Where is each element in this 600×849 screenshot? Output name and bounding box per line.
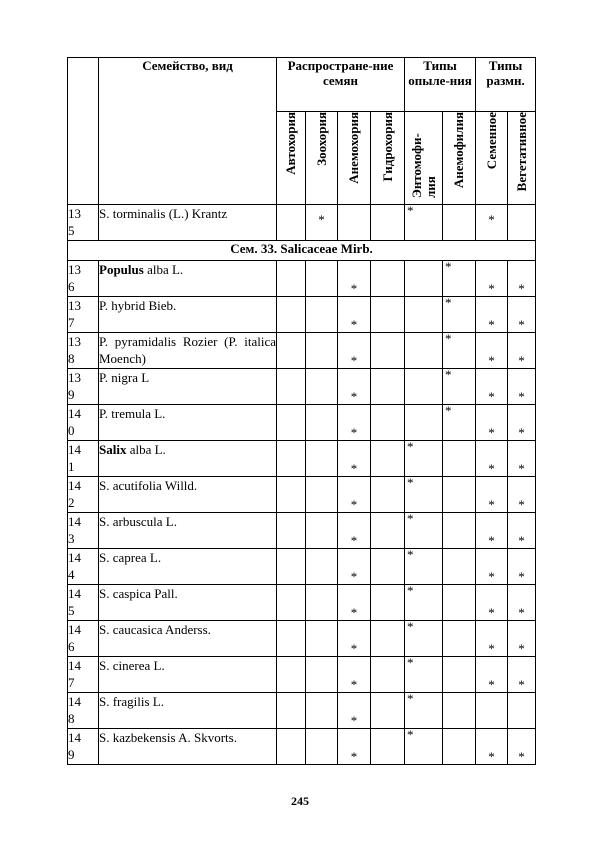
asterisk-mark: * [488, 212, 495, 227]
mark-cell [277, 657, 306, 693]
mark-cell [277, 585, 306, 621]
mark-cell [476, 693, 508, 729]
asterisk-mark: * [488, 677, 495, 692]
species-name [99, 693, 277, 729]
mark-cell [443, 261, 476, 297]
mark-cell [508, 333, 536, 369]
mark-cell [306, 513, 338, 549]
row-number: 14 1 [68, 441, 99, 477]
mark-cell [338, 693, 371, 729]
mark-cell [306, 621, 338, 657]
species-name [99, 513, 277, 549]
row-number: 14 8 [68, 693, 99, 729]
mark-cell [405, 549, 443, 585]
mark-cell [277, 621, 306, 657]
asterisk-mark: * [518, 317, 525, 332]
mark-cell [405, 297, 443, 333]
mark-cell [508, 297, 536, 333]
mark-cell [338, 729, 371, 765]
mark-cell [277, 441, 306, 477]
header-col-entomophily: Энтомофи-лия [405, 112, 443, 205]
genus-name: Populus [99, 262, 144, 277]
asterisk-mark: * [407, 204, 414, 218]
mark-cell [338, 261, 371, 297]
header-col-autochory: Автохория [277, 112, 306, 205]
mark-cell [277, 205, 306, 241]
asterisk-mark: * [518, 569, 525, 584]
asterisk-mark: * [518, 605, 525, 620]
mark-cell [371, 621, 405, 657]
asterisk-mark: * [488, 317, 495, 332]
mark-cell [371, 513, 405, 549]
asterisk-mark: * [318, 212, 325, 227]
species-name [99, 585, 277, 621]
section-row [68, 241, 536, 261]
asterisk-mark: * [488, 389, 495, 404]
asterisk-mark: * [350, 533, 358, 548]
header-col-anemochory: Анемохория [338, 112, 371, 205]
asterisk-mark: * [407, 512, 414, 526]
mark-cell [476, 261, 508, 297]
row-number: 14 3 [68, 513, 99, 549]
mark-cell [371, 441, 405, 477]
mark-cell [338, 549, 371, 585]
mark-cell [508, 729, 536, 765]
row-number: 13 9 [68, 369, 99, 405]
row-number: 13 8 [68, 333, 99, 369]
mark-cell [277, 261, 306, 297]
species-name [99, 405, 277, 441]
species-epithet: P. hybrid Bieb. [99, 298, 177, 313]
mark-cell [443, 369, 476, 405]
table-row [68, 729, 536, 765]
mark-cell [306, 441, 338, 477]
mark-cell [306, 693, 338, 729]
header-reproduction: Типы размн. [476, 58, 536, 112]
table-row [68, 261, 536, 297]
mark-cell [443, 513, 476, 549]
asterisk-mark: * [350, 281, 358, 296]
species-epithet: alba L. [147, 262, 184, 277]
mark-cell [476, 205, 508, 241]
mark-cell [508, 513, 536, 549]
table-row [68, 513, 536, 549]
mark-cell [508, 205, 536, 241]
asterisk-mark: * [445, 404, 452, 418]
mark-cell [443, 477, 476, 513]
species-epithet: S. caucasica Anderss. [99, 622, 211, 637]
asterisk-mark: * [518, 353, 525, 368]
mark-cell [405, 261, 443, 297]
asterisk-mark: * [445, 368, 452, 382]
asterisk-mark: * [350, 641, 358, 656]
mark-cell [371, 333, 405, 369]
mark-cell [338, 477, 371, 513]
mark-cell [508, 621, 536, 657]
species-epithet: P. pyramidalis Rozier (P. italica Moench) [99, 334, 276, 366]
mark-cell [443, 657, 476, 693]
species-name [99, 729, 277, 765]
asterisk-mark: * [518, 425, 525, 440]
mark-cell [306, 297, 338, 333]
mark-cell [476, 369, 508, 405]
mark-cell [476, 621, 508, 657]
mark-cell [405, 369, 443, 405]
mark-cell [508, 549, 536, 585]
header-col-seed: Семенное [476, 112, 508, 205]
page-number: 245 [291, 794, 309, 808]
asterisk-mark: * [518, 461, 525, 476]
asterisk-mark: * [488, 353, 495, 368]
asterisk-mark: * [518, 641, 525, 656]
species-name [99, 657, 277, 693]
mark-cell [371, 549, 405, 585]
species-name [99, 549, 277, 585]
table-row [68, 585, 536, 621]
asterisk-mark: * [350, 605, 358, 620]
mark-cell [405, 657, 443, 693]
asterisk-mark: * [350, 425, 358, 440]
mark-cell [277, 729, 306, 765]
genus-name: Salix [99, 442, 127, 457]
mark-cell [443, 333, 476, 369]
table-row [68, 477, 536, 513]
asterisk-mark: * [518, 677, 525, 692]
mark-cell [476, 585, 508, 621]
table-row [68, 405, 536, 441]
species-name [99, 297, 277, 333]
mark-cell [508, 477, 536, 513]
mark-cell [508, 585, 536, 621]
asterisk-mark: * [518, 497, 525, 512]
header-family-species: Семейство, вид [99, 58, 277, 205]
species-epithet: S. caprea L. [99, 550, 162, 565]
mark-cell [371, 261, 405, 297]
asterisk-mark: * [350, 389, 358, 404]
asterisk-mark: * [518, 389, 525, 404]
header-col-zoochory: Зоохория [306, 112, 338, 205]
mark-cell [443, 549, 476, 585]
header-col-anemophily: Анемофилия [443, 112, 476, 205]
asterisk-mark: * [488, 749, 495, 764]
mark-cell [277, 477, 306, 513]
mark-cell [338, 621, 371, 657]
row-number: 14 4 [68, 549, 99, 585]
asterisk-mark: * [488, 461, 495, 476]
mark-cell [277, 513, 306, 549]
mark-cell [338, 405, 371, 441]
row-number: 14 9 [68, 729, 99, 765]
asterisk-mark: * [407, 656, 414, 670]
row-number: 14 0 [68, 405, 99, 441]
mark-cell [443, 205, 476, 241]
species-epithet: S. kazbekensis A. Skvorts. [99, 730, 237, 745]
species-name [99, 205, 277, 241]
mark-cell [476, 297, 508, 333]
table-row [68, 549, 536, 585]
table-row [68, 297, 536, 333]
mark-cell [338, 205, 371, 241]
asterisk-mark: * [488, 641, 495, 656]
species-epithet: alba L. [129, 442, 166, 457]
mark-cell [277, 297, 306, 333]
mark-cell [306, 657, 338, 693]
header-col-hydrochory: Гидрохория [371, 112, 405, 205]
row-number: 13 5 [68, 205, 99, 241]
table-row [68, 441, 536, 477]
mark-cell [405, 333, 443, 369]
asterisk-mark: * [445, 332, 452, 346]
mark-cell [443, 405, 476, 441]
mark-cell [508, 405, 536, 441]
mark-cell [443, 441, 476, 477]
mark-cell [306, 369, 338, 405]
table-body [68, 205, 536, 765]
species-name [99, 261, 277, 297]
species-epithet: S. acutifolia Willd. [99, 478, 198, 493]
asterisk-mark: * [350, 677, 358, 692]
asterisk-mark: * [518, 533, 525, 548]
mark-cell [405, 621, 443, 657]
asterisk-mark: * [518, 749, 525, 764]
header-number-cell [68, 58, 99, 205]
asterisk-mark: * [350, 317, 358, 332]
species-name [99, 369, 277, 405]
mark-cell [508, 369, 536, 405]
row-number: 14 6 [68, 621, 99, 657]
asterisk-mark: * [445, 260, 452, 274]
table-row [68, 333, 536, 369]
asterisk-mark: * [488, 605, 495, 620]
mark-cell [306, 333, 338, 369]
mark-cell [476, 441, 508, 477]
mark-cell [371, 369, 405, 405]
species-name [99, 621, 277, 657]
mark-cell [338, 657, 371, 693]
mark-cell [338, 369, 371, 405]
species-epithet: S. caspica Pall. [99, 586, 178, 601]
asterisk-mark: * [350, 713, 358, 728]
mark-cell [306, 405, 338, 441]
table-row [68, 369, 536, 405]
mark-cell [405, 693, 443, 729]
mark-cell [306, 477, 338, 513]
mark-cell [306, 549, 338, 585]
asterisk-mark: * [407, 620, 414, 634]
mark-cell [405, 405, 443, 441]
asterisk-mark: * [407, 692, 414, 706]
asterisk-mark: * [350, 461, 358, 476]
row-number: 14 2 [68, 477, 99, 513]
table-row [68, 693, 536, 729]
asterisk-mark: * [407, 548, 414, 562]
mark-cell [338, 333, 371, 369]
row-number: 13 7 [68, 297, 99, 333]
table-row [68, 657, 536, 693]
mark-cell [443, 297, 476, 333]
asterisk-mark: * [488, 497, 495, 512]
row-number: 14 7 [68, 657, 99, 693]
mark-cell [306, 205, 338, 241]
mark-cell [405, 205, 443, 241]
header-seed-dispersal: Распростране-ние семян [277, 58, 405, 112]
mark-cell [277, 333, 306, 369]
species-name [99, 333, 277, 369]
asterisk-mark: * [488, 533, 495, 548]
mark-cell [476, 405, 508, 441]
mark-cell [405, 477, 443, 513]
header-pollination: Типы опыле-ния [405, 58, 476, 112]
mark-cell [476, 513, 508, 549]
asterisk-mark: * [407, 476, 414, 490]
mark-cell [476, 657, 508, 693]
mark-cell [476, 729, 508, 765]
mark-cell [371, 477, 405, 513]
mark-cell [508, 441, 536, 477]
mark-cell [443, 693, 476, 729]
row-number: 14 5 [68, 585, 99, 621]
mark-cell [371, 297, 405, 333]
row-number: 13 6 [68, 261, 99, 297]
mark-cell [508, 657, 536, 693]
species-epithet: S. cinerea L. [99, 658, 165, 673]
asterisk-mark: * [407, 440, 414, 454]
mark-cell [476, 333, 508, 369]
mark-cell [371, 729, 405, 765]
asterisk-mark: * [445, 296, 452, 310]
mark-cell [277, 369, 306, 405]
asterisk-mark: * [350, 497, 358, 512]
mark-cell [306, 261, 338, 297]
asterisk-mark: * [488, 425, 495, 440]
asterisk-mark: * [350, 749, 358, 764]
mark-cell [338, 297, 371, 333]
species-epithet: P. tremula L. [99, 406, 166, 421]
species-name [99, 477, 277, 513]
asterisk-mark: * [488, 281, 495, 296]
species-table [67, 57, 536, 765]
mark-cell [338, 513, 371, 549]
asterisk-mark: * [488, 569, 495, 584]
mark-cell [277, 405, 306, 441]
mark-cell [306, 585, 338, 621]
species-epithet: P. nigra L [99, 370, 150, 385]
mark-cell [338, 585, 371, 621]
mark-cell [476, 477, 508, 513]
asterisk-mark: * [350, 569, 358, 584]
mark-cell [371, 693, 405, 729]
asterisk-mark: * [350, 353, 358, 368]
mark-cell [443, 585, 476, 621]
mark-cell [443, 621, 476, 657]
mark-cell [371, 405, 405, 441]
mark-cell [338, 441, 371, 477]
species-epithet: S. torminalis (L.) Krantz [99, 206, 228, 221]
mark-cell [443, 729, 476, 765]
mark-cell [306, 729, 338, 765]
mark-cell [371, 205, 405, 241]
mark-cell [508, 261, 536, 297]
mark-cell [476, 549, 508, 585]
asterisk-mark: * [407, 728, 414, 742]
table-row [68, 205, 536, 241]
species-epithet: S. fragilis L. [99, 694, 164, 709]
asterisk-mark: * [518, 281, 525, 296]
species-name [99, 441, 277, 477]
table-row [68, 621, 536, 657]
mark-cell [371, 585, 405, 621]
section-title: Сем. 33. Salicaceae Mirb. [68, 241, 536, 261]
mark-cell [405, 513, 443, 549]
mark-cell [277, 549, 306, 585]
mark-cell [508, 693, 536, 729]
mark-cell [405, 441, 443, 477]
table-header [68, 58, 536, 205]
mark-cell [277, 693, 306, 729]
asterisk-mark: * [407, 584, 414, 598]
mark-cell [405, 585, 443, 621]
mark-cell [405, 729, 443, 765]
mark-cell [371, 657, 405, 693]
species-epithet: S. arbuscula L. [99, 514, 177, 529]
header-col-vegetative: Вегетативное [508, 112, 536, 205]
